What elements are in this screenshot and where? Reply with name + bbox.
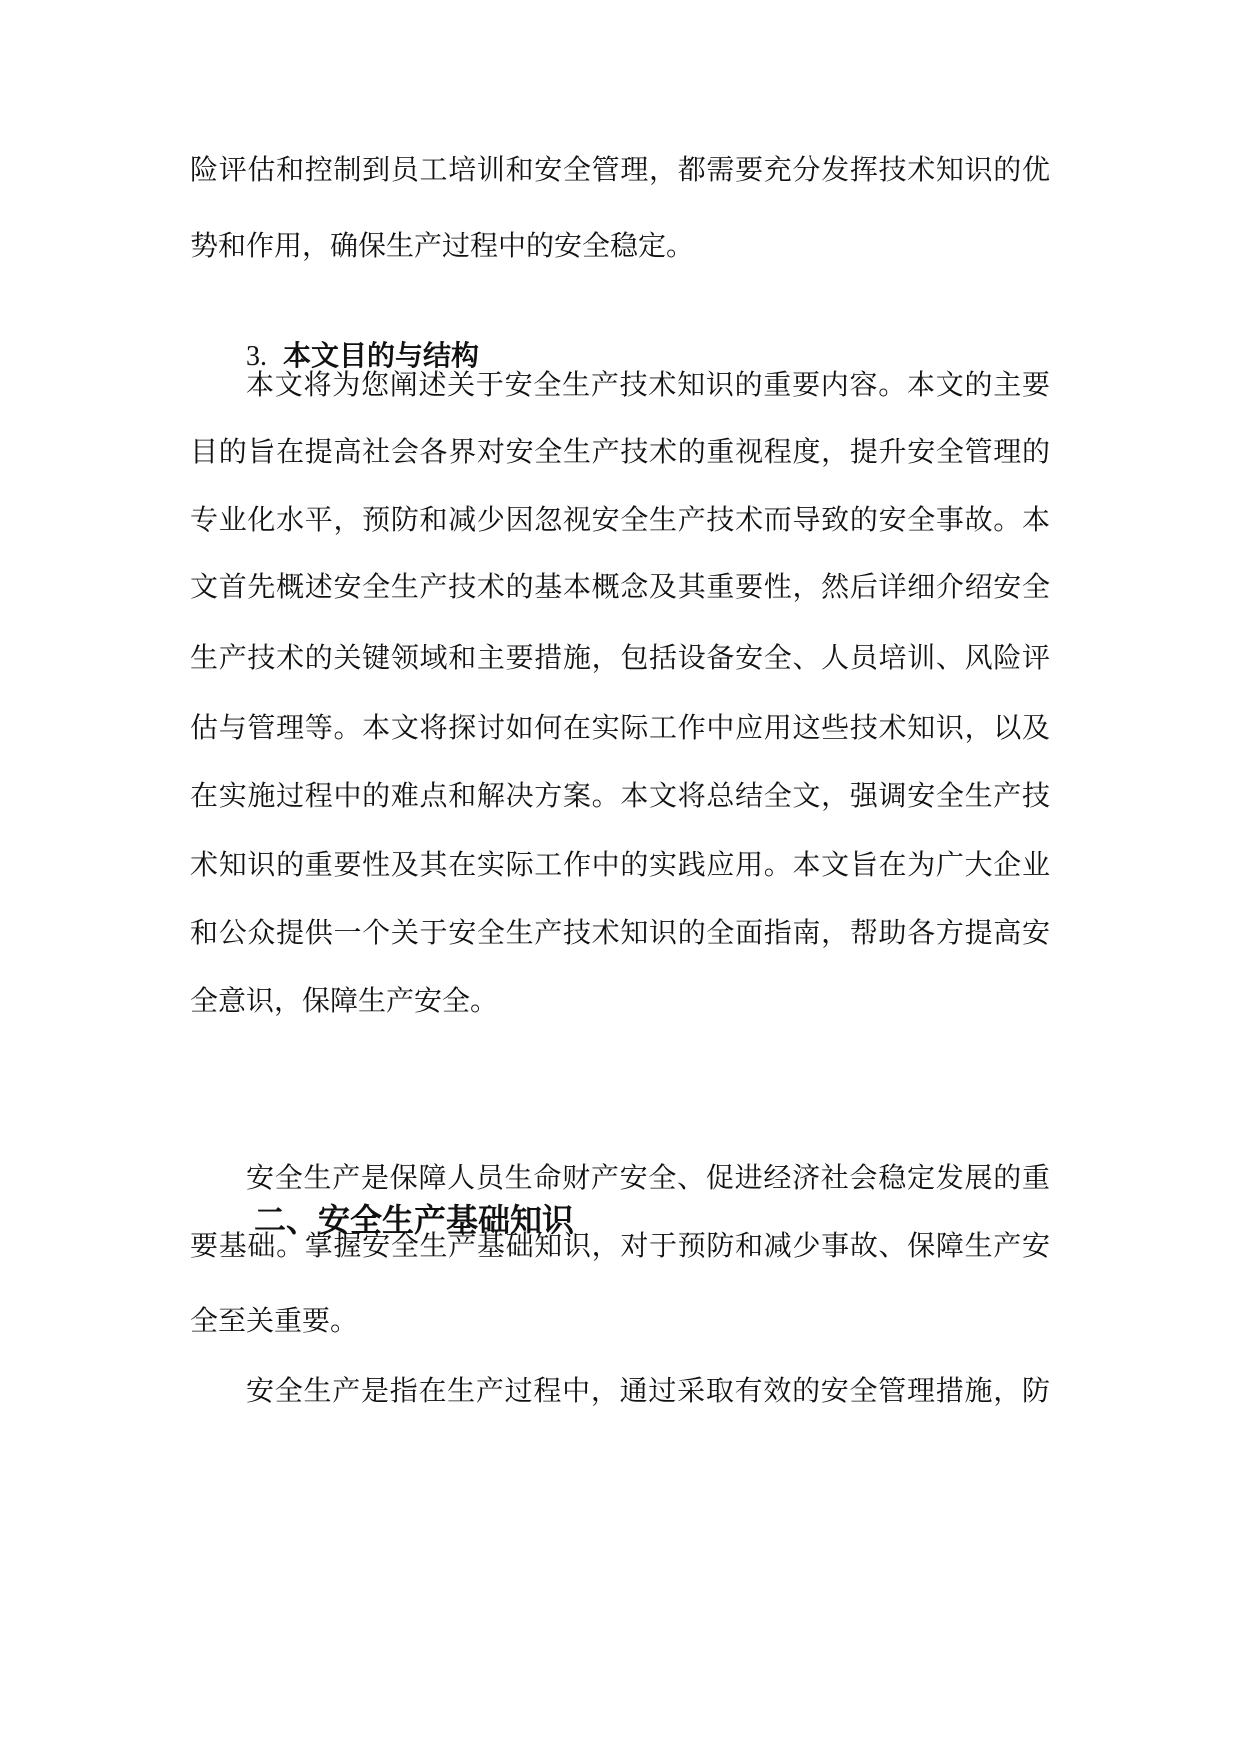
paragraph-line: 生产技术的关键领域和主要措施，包括设备安全、人员培训、风险评 [190,641,1050,674]
paragraph-line: 专业化水平，预防和减少因忽视安全生产技术而导致的安全事故。本 [190,503,1050,536]
paragraph-line: 术知识的重要性及其在实际工作中的实践应用。本文旨在为广大企业 [190,848,1050,881]
paragraph-line: 在实施过程中的难点和解决方案。本文将总结全文，强调安全生产技 [190,779,1050,812]
paragraph-line: 势和作用，确保生产过程中的安全稳定。 [190,229,695,262]
section-number: 3. [246,341,267,372]
paragraph-line: 本文将为您阐述关于安全生产技术知识的重要内容。本文的主要 [246,368,1050,401]
paragraph-line: 全意识，保障生产安全。 [190,984,499,1017]
chapter-heading: 二、安全生产基础知识 [254,1201,575,1239]
paragraph-line: 要基础。掌握安全生产基础知识，对于预防和减少事故、保障生产安 [190,1229,1050,1262]
paragraph-line: 安全生产是保障人员生命财产安全、促进经济社会稳定发展的重 [246,1161,1050,1194]
paragraph-line: 全至关重要。 [190,1304,359,1337]
paragraph-line: 和公众提供一个关于安全生产技术知识的全面指南，帮助各方提高安 [190,916,1050,949]
paragraph-line: 险评估和控制到员工培训和安全管理，都需要充分发挥技术知识的优 [190,153,1050,186]
paragraph-line: 目的旨在提高社会各界对安全生产技术的重视程度，提升安全管理的 [190,435,1050,468]
paragraph-line: 安全生产是指在生产过程中，通过采取有效的安全管理措施，防 [246,1374,1050,1407]
paragraph-line: 估与管理等。本文将探讨如何在实际工作中应用这些技术知识，以及 [190,711,1050,744]
section-title: 本文目的与结构 [283,339,480,372]
paragraph-line: 文首先概述安全生产技术的基本概念及其重要性，然后详细介绍安全 [190,570,1050,603]
